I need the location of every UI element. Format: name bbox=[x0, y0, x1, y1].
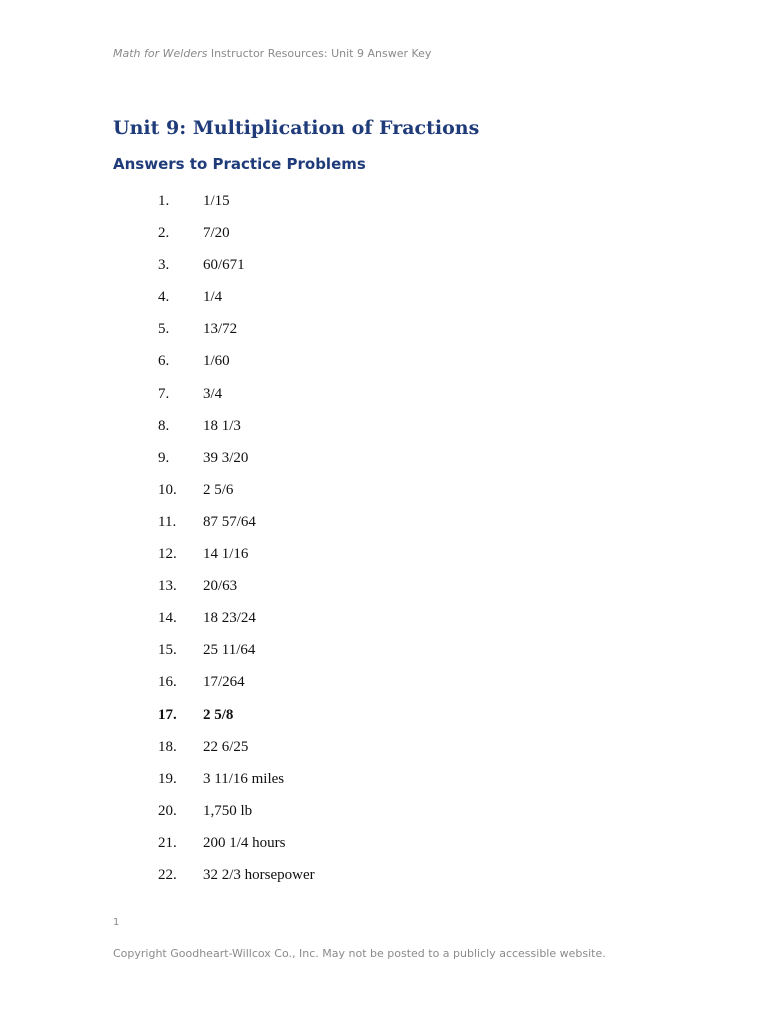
answer-value: 17/264 bbox=[203, 674, 245, 691]
answer-number: 13. bbox=[158, 578, 177, 595]
list-item bbox=[0, 639, 600, 671]
answer-number: 20. bbox=[158, 802, 177, 819]
answer-value: 1/4 bbox=[203, 289, 223, 306]
list-item bbox=[0, 447, 600, 479]
answer-number: 4. bbox=[158, 289, 170, 306]
answer-number: 16. bbox=[158, 674, 177, 691]
answer-value: 200 1/4 hours bbox=[203, 834, 286, 851]
list-item bbox=[0, 190, 600, 222]
answer-value: 39 3/20 bbox=[203, 449, 249, 466]
section-subtitle: Answers to Practice Problems bbox=[113, 155, 366, 173]
answer-number: 1. bbox=[158, 193, 170, 209]
answer-list bbox=[0, 190, 600, 896]
answer-value: 1/15 bbox=[203, 193, 230, 209]
answer-number: 8. bbox=[158, 417, 170, 434]
answer-number: 9. bbox=[158, 449, 170, 466]
answer-value: 7/20 bbox=[203, 225, 230, 242]
answer-value: 60/671 bbox=[203, 257, 245, 274]
answer-number: 6. bbox=[158, 353, 170, 370]
list-item bbox=[0, 318, 600, 350]
answer-value: 87 57/64 bbox=[203, 513, 256, 530]
list-item bbox=[0, 607, 600, 639]
answer-number: 10. bbox=[158, 481, 177, 498]
list-item bbox=[0, 222, 600, 254]
answer-value: 32 2/3 horsepower bbox=[203, 866, 315, 883]
answer-value: 3 11/16 miles bbox=[203, 770, 285, 787]
list-item bbox=[0, 511, 600, 543]
answer-value: 25 11/64 bbox=[203, 642, 256, 659]
answer-number: 12. bbox=[158, 546, 177, 563]
page-header bbox=[113, 47, 431, 60]
answer-value: 18 23/24 bbox=[203, 610, 256, 627]
answer-value: 1,750 lb bbox=[203, 802, 253, 819]
page-title: Unit 9: Multiplication of Fractions bbox=[113, 117, 480, 139]
answer-number: 2. bbox=[158, 225, 170, 242]
list-item bbox=[0, 800, 600, 832]
answer-value: 13/72 bbox=[203, 321, 238, 338]
copyright-notice: Copyright Goodheart-Willcox Co., Inc. May not be posted to a publicly accessible website. bbox=[113, 947, 606, 960]
answer-number: 22. bbox=[158, 866, 177, 883]
list-item bbox=[0, 768, 600, 800]
answer-number: 21. bbox=[158, 834, 177, 851]
list-item bbox=[0, 864, 600, 896]
answer-number: 3. bbox=[158, 257, 170, 274]
list-item bbox=[0, 543, 600, 575]
list-item bbox=[0, 575, 600, 607]
list-item bbox=[0, 479, 600, 511]
list-item bbox=[0, 254, 600, 286]
answer-value: 18 1/3 bbox=[203, 417, 241, 434]
answer-number: 5. bbox=[158, 321, 170, 338]
answer-number: 18. bbox=[158, 738, 177, 755]
answer-value: 1/60 bbox=[203, 353, 230, 370]
list-item bbox=[0, 736, 600, 768]
list-item bbox=[0, 671, 600, 703]
answer-number: 7. bbox=[158, 385, 170, 402]
header-description: Instructor Resources: Unit 9 Answer Key bbox=[207, 47, 432, 60]
answer-value: 20/63 bbox=[203, 578, 238, 595]
answer-number: 14. bbox=[158, 610, 177, 627]
list-item bbox=[0, 704, 600, 736]
page-number: 1 bbox=[113, 917, 120, 928]
list-item bbox=[0, 383, 600, 415]
answer-value: 2 5/8 bbox=[203, 706, 234, 723]
list-item bbox=[0, 286, 600, 318]
answer-value: 22 6/25 bbox=[203, 738, 249, 755]
answer-number: 19. bbox=[158, 770, 177, 787]
header-book-title: Math for Welders bbox=[113, 47, 208, 60]
list-item bbox=[0, 415, 600, 447]
list-item bbox=[0, 350, 600, 382]
answer-number: 17. bbox=[158, 706, 177, 723]
answer-value: 2 5/6 bbox=[203, 481, 234, 498]
answer-value: 14 1/16 bbox=[203, 546, 249, 563]
answer-number: 15. bbox=[158, 642, 177, 659]
answer-value: 3/4 bbox=[203, 385, 223, 402]
answer-number: 11. bbox=[158, 513, 177, 530]
list-item bbox=[0, 832, 600, 864]
